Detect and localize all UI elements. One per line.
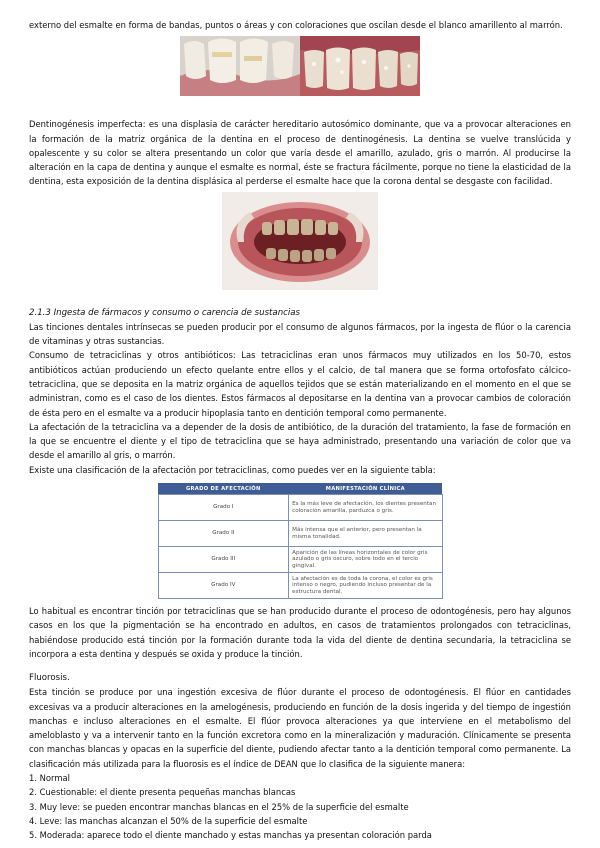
tetraciclinas-paragraph: Consumo de tetraciclinas y otros antibióticos: Las tetraciclinas eran unos fármacos muy utilizados en los 50-70, estos antibióticos actúan produciendo un efecto quelante entre ellos y el calcio, de tal manera que se forma ortofosfato cálcico-tetraciclina, que se deposita en la matriz orgánica de aquellos tejidos que se están materializando en el momento en el que se administran, como es el caso de los dientes. Estos fármacos al depositarse en la dentina van a provocar cambios de coloración de ésta pero en el esmalte va a producir hipoplasia tanto en dentición temporal como permanente. bbox=[29, 350, 571, 418]
manifestation-cell: Es la más leve de afectación, los dientes presentan coloración amarilla, parduzca o gris. bbox=[289, 495, 442, 521]
afectacion-paragraph: La afectación de la tetraciclina va a depender de la dosis de antibiótico, de la duración del tratamiento, la fase de formación en la que se encuentre el diente y el tipo de tetraciclina que se haya administrado, presentando una variación de color que va desde el amarillo al gris, o marrón. bbox=[29, 421, 571, 461]
habitual-paragraph: Lo habitual es encontrar tinción por tetraciclinas que se han producido durante el proceso de odontogénesis, pero hay algunos casos en los que la pigmentación se ha encontrado en adultos, en casos de tratamientos prolongados con tetraciclinas, habiéndose producido está tinción por la formación durante toda la vida del diente de dentina secundaria, la tetraciclina se incorpora a esta dentina y después se oxida y produce la tinción. bbox=[29, 606, 571, 659]
table-row bbox=[158, 495, 442, 521]
grade-cell: Grado III bbox=[158, 547, 289, 573]
figure-dentinogenesis bbox=[29, 189, 571, 290]
grade-cell: Grado II bbox=[158, 521, 289, 547]
table-header-row bbox=[158, 483, 442, 495]
manifestation-cell: Más intensa que el anterior, pero presentan la misma tonalidad. bbox=[289, 521, 442, 547]
manifestation-cell: Aparición de las líneas horizontales de color gris azulado o gris oscuro, sobre todo en el tercio gingival. bbox=[289, 547, 442, 573]
document-page bbox=[29, 18, 571, 843]
table-row bbox=[158, 521, 442, 547]
figure-teeth-bands bbox=[29, 32, 571, 96]
list-item: 3. Muy leve: se pueden encontrar manchas blancas en el 25% de la superficie del esmalte bbox=[29, 801, 409, 812]
clasificacion-paragraph: Existe una clasificación de la afectación por tetraciclinas, como puedes ver en la siguiente tabla: bbox=[29, 464, 436, 475]
list-item: 1. Normal bbox=[29, 773, 70, 784]
tinciones-paragraph: Las tinciones dentales intrínsecas se pueden producir por el consumo de algunos fármacos, por la ingesta de flúor o la carencia de vitaminas y otras sustancias. bbox=[29, 321, 571, 347]
header-grade: GRADO DE AFECTACIÓN bbox=[158, 483, 289, 495]
teeth-bands-photo bbox=[180, 36, 420, 96]
section-heading: 2.1.3 Ingesta de fármacos y consumo o carencia de sustancias bbox=[29, 307, 300, 318]
tetracycline-table-wrapper bbox=[29, 483, 571, 599]
fluorosis-paragraph: Esta tinción se produce por una ingestión excesiva de flúor durante el proceso de odontogénesis. El flúor en cantidades excesivas va a producir alteraciones en la amelogénesis, produciendo en función de la dosis ingerida y del tiempo de ingestión manchas e incluso alteraciones en el esmalte. El flúor provoca alteraciones ya que interviene en el metabolismo del ameloblasto y va a intervenir tanto en la función excretora como en la mineralización y maduración. Clínicamente se presenta con manchas blancas y opacas en la superficie del diente, pudiendo afectar tanto a la dentición temporal como permanente. La clasificación más utilizada para la fluorosis es el índice de DEAN que lo clasifica de la siguiente manera: bbox=[29, 687, 571, 769]
dentinogenesis-paragraph: Dentinogénesis imperfecta: es una displasia de carácter hereditario autosómico dominante, que va a provocar alteraciones en la formación de la matriz orgánica de la dentina en el proceso de dentinogénesis. La dentina se vuelve translúcida y opalescente y su color se altera presentando un color que varía desde el amarillo, azulado, gris o marrón. Al producirse la alteración en la capa de dentina y aunque el esmalte es normal, éste se fractura fácilmente, porque no tiene la elasticidad de la dentina, esta exposición de la dentina displásica al perderse el esmalte hace que la corona dental se desgaste con facilidad. bbox=[29, 119, 571, 187]
intro-paragraph: externo del esmalte en forma de bandas, puntos o áreas y con coloraciones que oscilan desde el blanco amarillento al marrón. bbox=[29, 20, 563, 30]
tetracycline-table bbox=[158, 483, 443, 599]
list-item: 4. Leve: las manchas alcanzan el 50% de la superficie del esmalte bbox=[29, 815, 308, 826]
manifestation-cell: La afectación es de toda la corona, el color es gris intenso o negro, pudiendo incluso presentar de la estructura dental. bbox=[289, 573, 442, 599]
grade-cell: Grado I bbox=[158, 495, 289, 521]
grade-cell: Grado IV bbox=[158, 573, 289, 599]
table-row bbox=[158, 547, 442, 573]
dentinogenesis-photo bbox=[222, 192, 378, 290]
header-manifestation: MANIFESTACIÓN CLÍNICA bbox=[289, 483, 442, 495]
table-row bbox=[158, 573, 442, 599]
fluorosis-title: Fluorosis. bbox=[29, 673, 70, 684]
list-item: 5. Moderada: aparece todo el diente manchado y estas manchas ya presentan coloración parda bbox=[29, 830, 432, 841]
list-item: 2. Cuestionable: el diente presenta pequeñas manchas blancas bbox=[29, 787, 296, 798]
